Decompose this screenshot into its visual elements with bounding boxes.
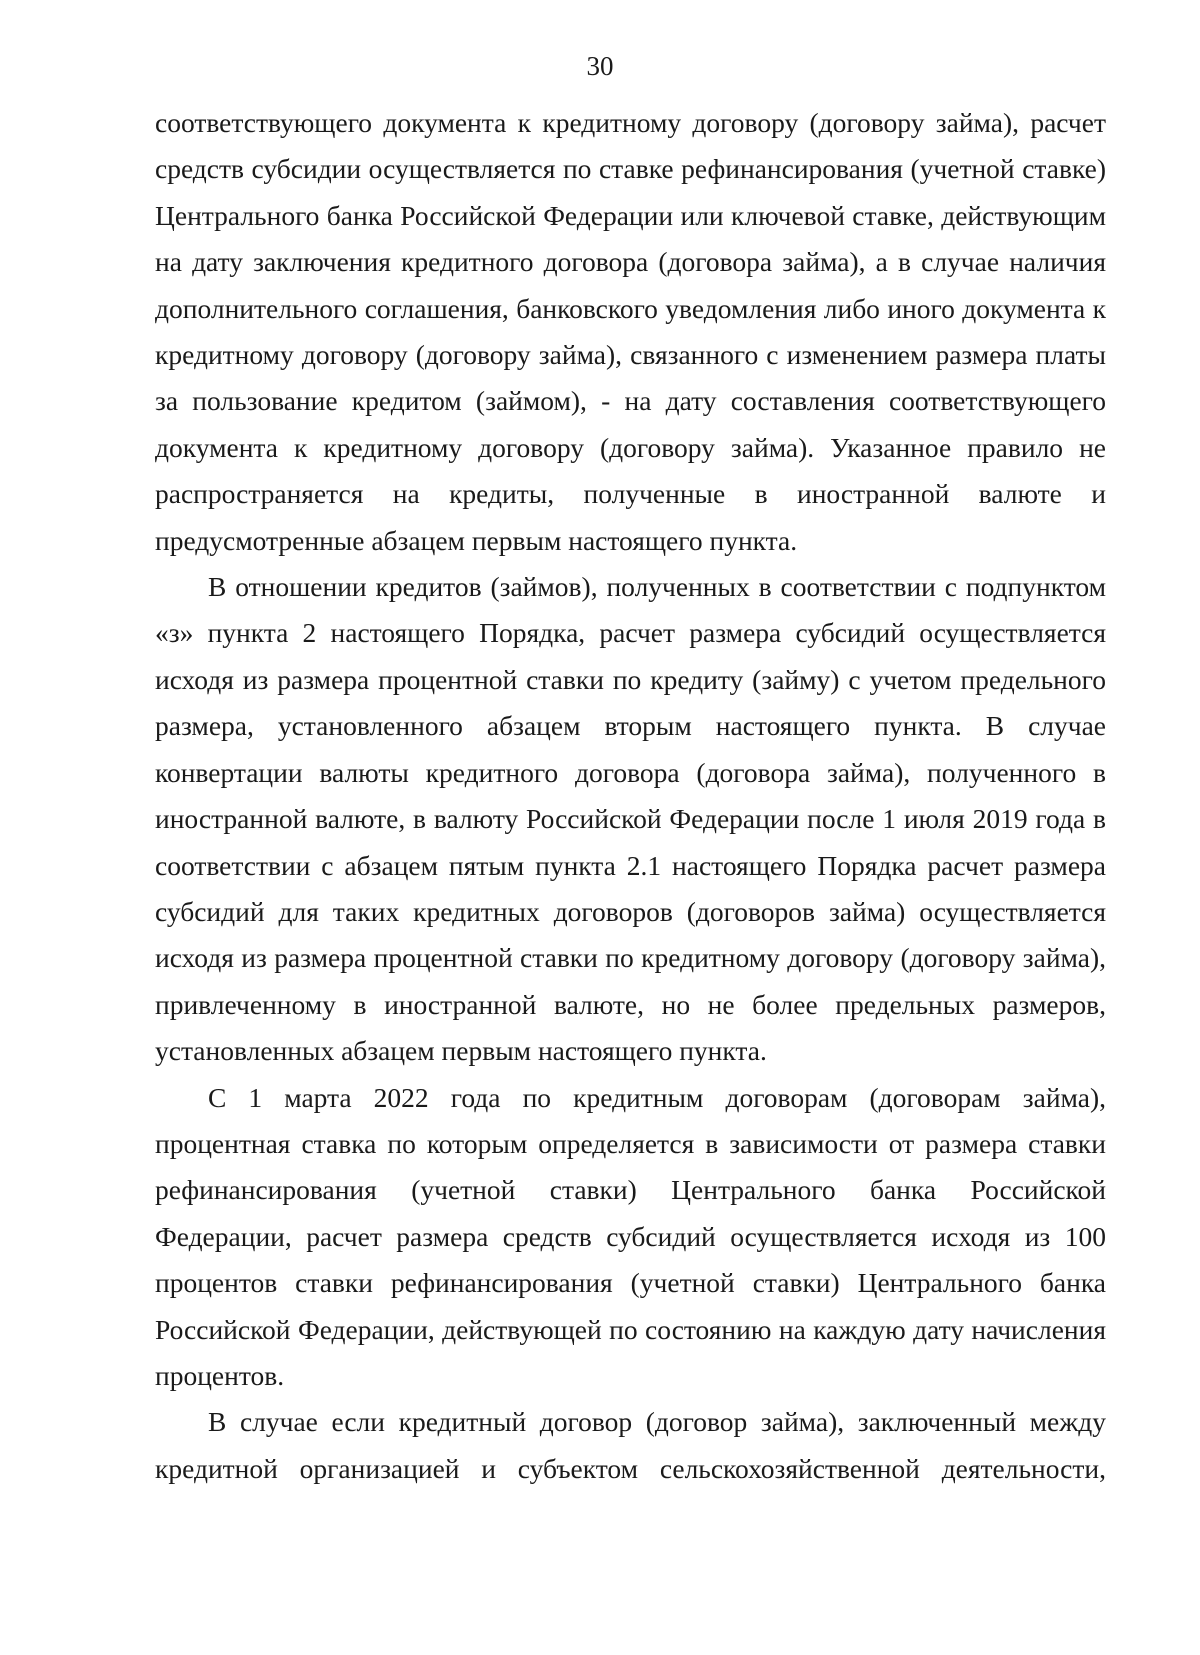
paragraph-march-2022: С 1 марта 2022 года по кредитным договорам (договорам займа), процентная ставка по которым определяется в зависимости от размера ставки рефинансирования (учетной ставки) Центрального банка Российской Федерации, расчет размера средств субсидий осуществляется исходя из 100 процентов ставки рефинансирования (учетной ставки) Центрального банка Российской Федерации, действующей по состоянию на каждую дату начисления процентов. [155, 1081, 1106, 1391]
paragraph-foreign-currency: В отношении кредитов (займов), полученных в соответствии с подпунктом «з» пункта 2 настоящего Порядка, расчет размера субсидий осуществляется исходя из размера процентной ставки по кредиту (займу) с учетом предельного размера, установленного абзацем вторым настоящего пункта. В случае конвертации валюты кредитного договора (договора займа), полученного в иностранной валюте, в валюту Российской Федерации после 1 июля 2019 года в соответствии с абзацем пятым пункта 2.1 настоящего Порядка расчет размера субсидий для таких кредитных договоров (договоров займа) осуществляется исходя из размера процентной ставки по кредитному договору (договору займа), привлеченному в иностранной валюте, но не более предельных размеров, установленных абзацем первым настоящего пункта. [155, 571, 1106, 1067]
paragraph-credit-agreement: В случае если кредитный договор (договор займа), заключенный между кредитной организацией и субъектом сельскохозяйственной деятельности, [155, 1406, 1106, 1484]
document-body [155, 100, 1106, 1492]
paragraph-continuation: соответствующего документа к кредитному договору (договору займа), расчет средств субсидии осуществляется по ставке рефинансирования (учетной ставке) Центрального банка Российской Федерации или ключевой ставке, действующим на дату заключения кредитного договора (договора займа), а в случае наличия дополнительного соглашения, банковского уведомления либо иного документа к кредитному договору (договору займа), связанного с изменением размера платы за пользование кредитом (займом), - на дату составления соответствующего документа к кредитному договору (договору займа). Указанное правило не распространяется на кредиты, полученные в иностранной валюте и предусмотренные абзацем первым настоящего пункта. [155, 107, 1106, 556]
page-number: 30 [586, 51, 614, 81]
